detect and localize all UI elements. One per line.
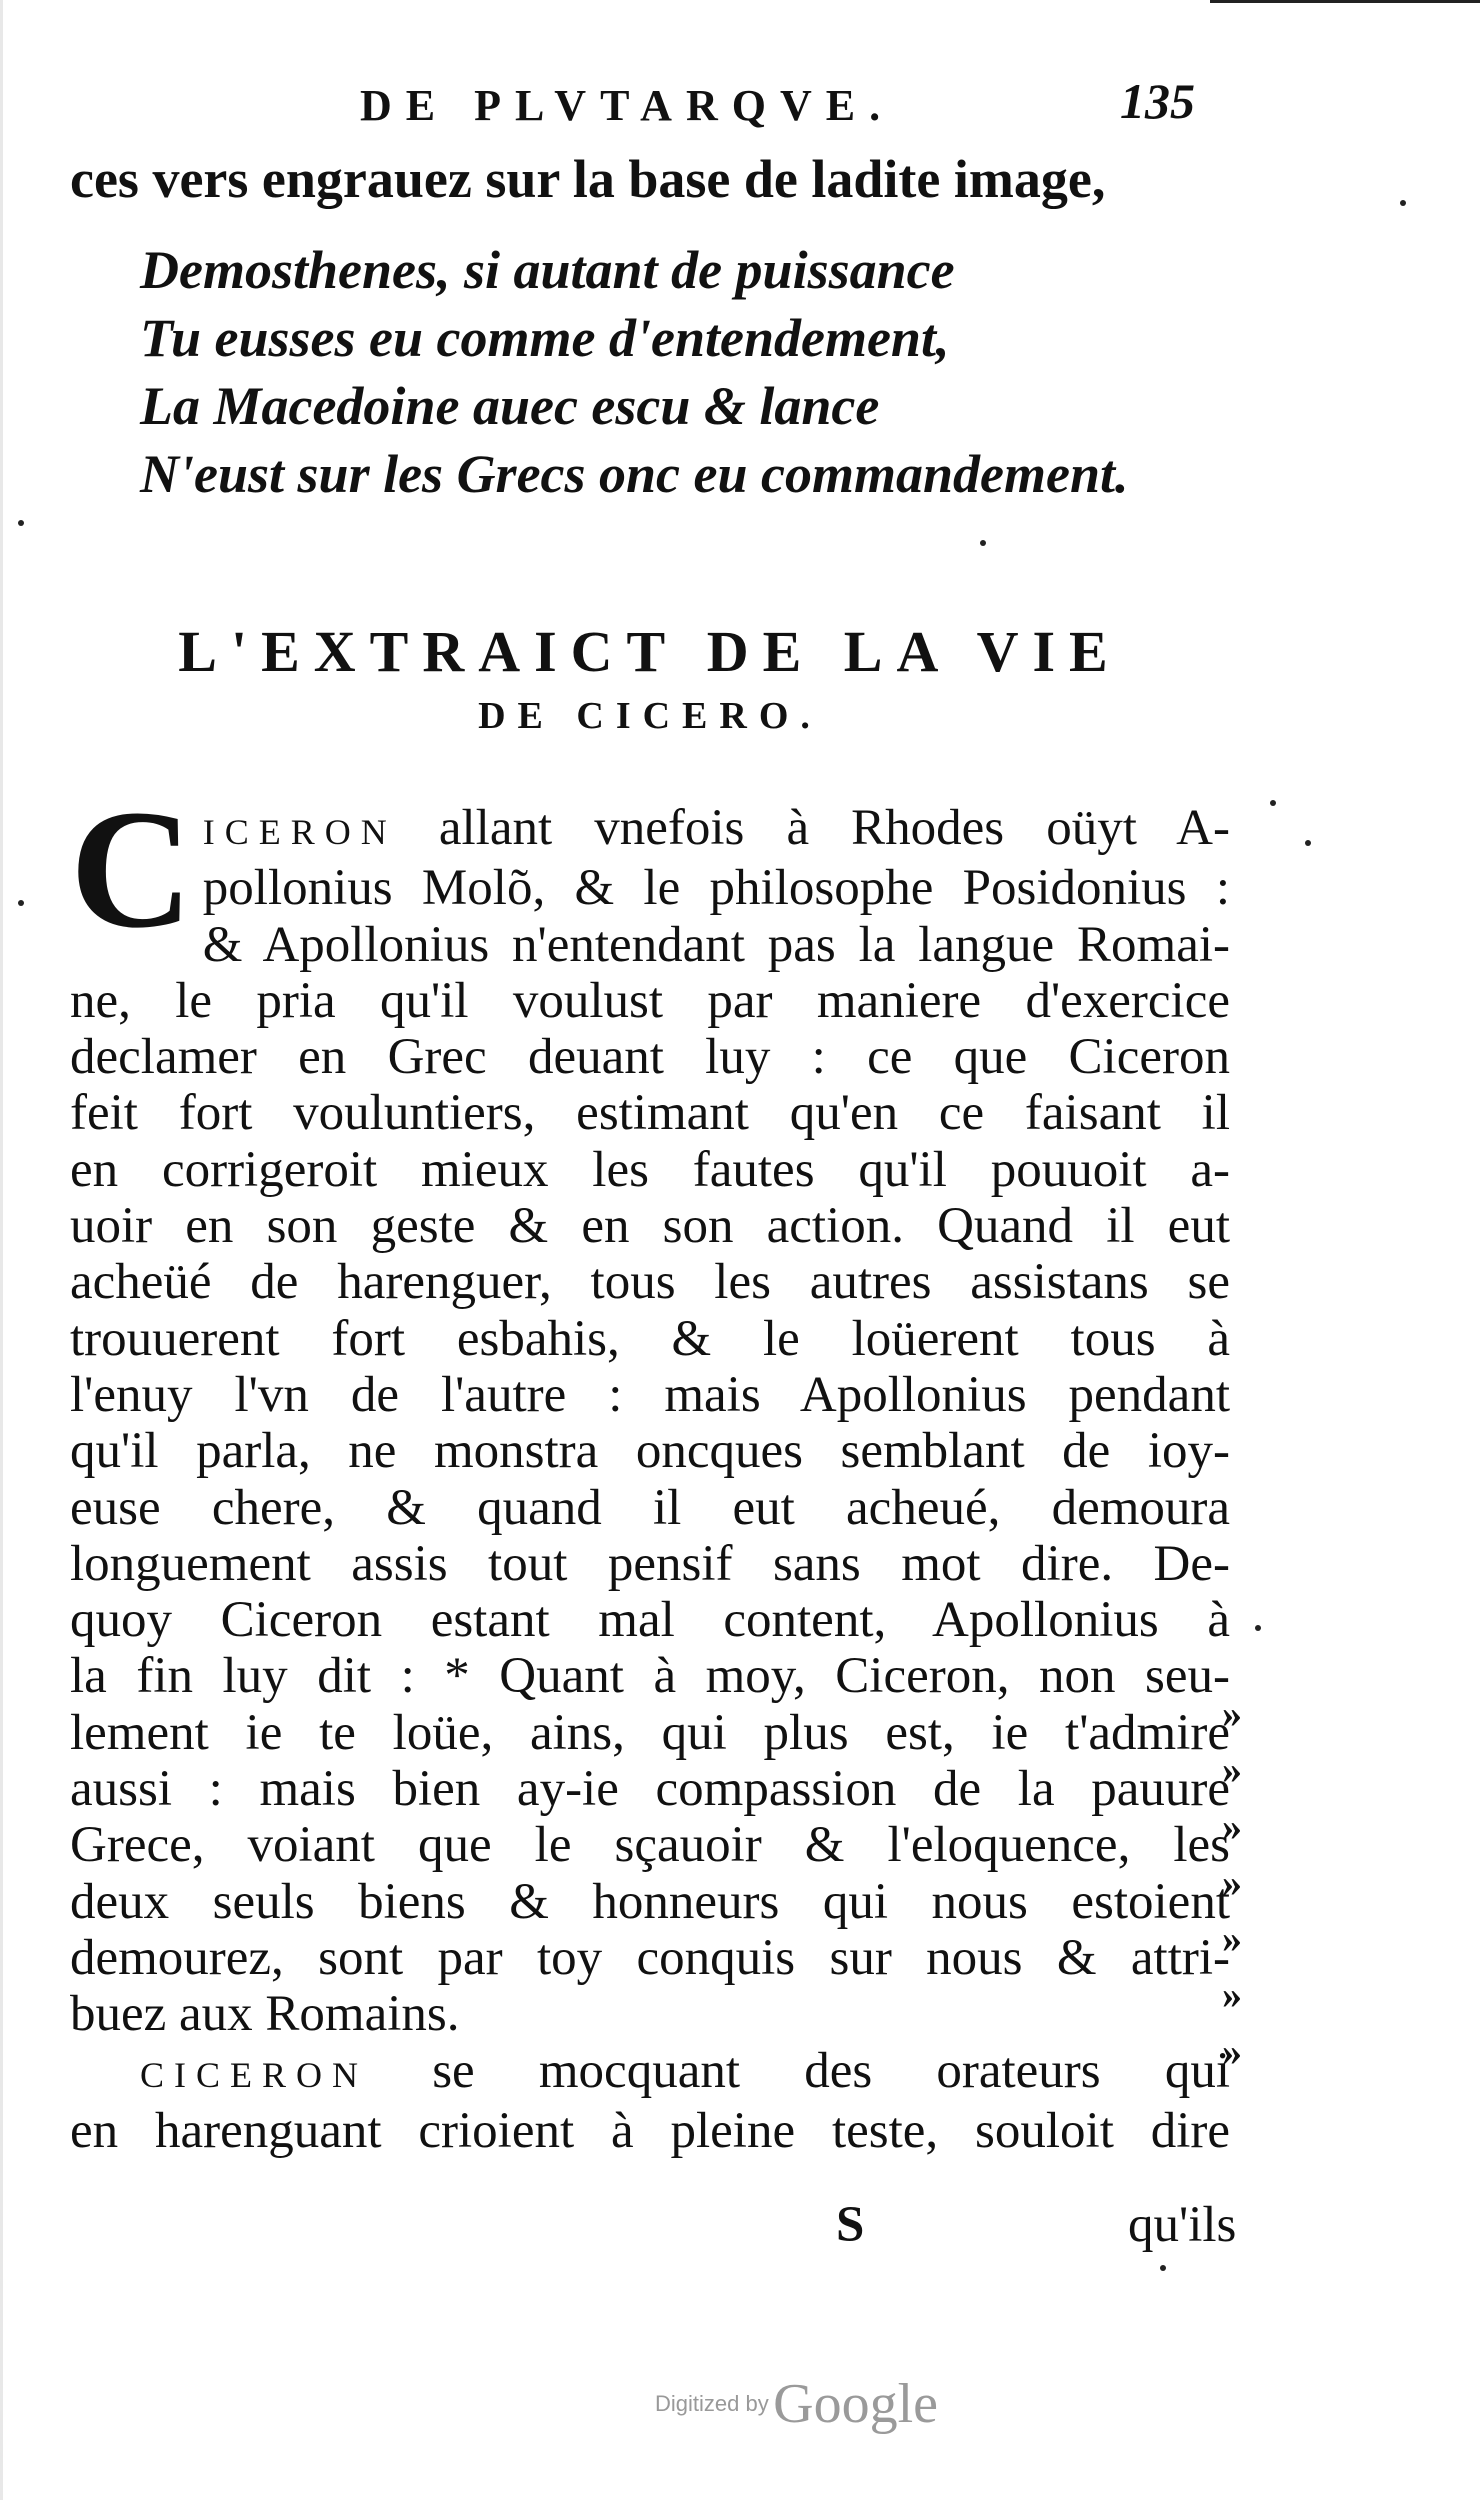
text-line: quoy Ciceron estant mal content, Apollonius à	[70, 1592, 1230, 1649]
text-line: la fin luy dit : * Quant à moy, Ciceron, non seu-	[70, 1648, 1230, 1705]
google-logo: Google	[773, 2373, 939, 2435]
text-line: aussi : mais bien ay-ie compassion de la pauure	[70, 1761, 1230, 1818]
quote-mark: »	[1222, 1859, 1242, 1905]
catchword: qu'ils	[1128, 2197, 1237, 2253]
running-title: DE PLVTARQVE.	[360, 81, 895, 130]
digitized-watermark	[655, 2372, 938, 2436]
text-line: declamer en Grec deuant luy : ce que Ciceron	[70, 1029, 1230, 1086]
ink-speck	[18, 520, 24, 526]
text-line: pollonius Molõ, & le philosophe Posidonius :	[202, 860, 1230, 917]
drop-cap: C	[70, 775, 193, 963]
verse-line: Tu eusses eu comme d'entendement,	[140, 308, 950, 368]
text-line-content: se mocquant des orateurs qui	[368, 2042, 1230, 2099]
ink-speck	[1270, 800, 1276, 806]
ink-speck	[1160, 2265, 1166, 2271]
text-line-content: allant vnefois à Rhodes oüyt A-	[396, 800, 1230, 856]
text-line: en harenguant crioient à pleine teste, souloit dire	[70, 2102, 1230, 2159]
text-line: & Apollonius n'entendant pas la langue Romai-	[202, 916, 1230, 973]
ink-speck	[18, 900, 24, 906]
marginal-quote-marks	[1222, 1686, 1242, 2080]
signature-mark: S	[836, 2197, 865, 2253]
text-line: euse chere, & quand il eut acheué, demoura	[70, 1479, 1230, 1536]
ink-speck	[1305, 840, 1311, 846]
verse-line: La Macedoine auec escu & lance	[140, 376, 880, 436]
quote-mark: »	[1222, 2028, 1242, 2074]
text-line: l'enuy l'vn de l'autre : mais Apollonius pendant	[70, 1366, 1230, 1423]
verse-line: Demosthenes, si autant de puissance	[140, 240, 955, 300]
ink-speck	[980, 540, 986, 546]
text-line: lement ie te loüe, ains, qui plus est, ie t'admire	[70, 1704, 1230, 1761]
section-heading: L'EXTRAICT DE LA VIE	[178, 619, 1122, 684]
quote-mark: »	[1222, 1747, 1242, 1793]
text-line	[70, 800, 1230, 860]
text-line: qu'il parla, ne monstra oncques semblant de ioy-	[70, 1423, 1230, 1480]
first-word-smallcaps: CICERON	[140, 2054, 369, 2095]
ink-speck	[1255, 1625, 1261, 1631]
first-word-smallcaps: ICERON	[202, 812, 397, 852]
body-text	[70, 775, 1230, 2159]
text-line: acheüé de harenguer, tous les autres assistans se	[70, 1254, 1230, 1311]
text-line: uoir en son geste & en son action. Quand il eut	[70, 1198, 1230, 1255]
quote-mark: »	[1222, 1803, 1242, 1849]
section-subheading: DE CICERO.	[478, 695, 822, 737]
quote-mark: »	[1222, 1916, 1242, 1962]
text-line: buez aux Romains.	[70, 1986, 460, 2043]
digitized-prefix: Digitized by	[655, 2391, 769, 2416]
text-line: deux seuls biens & honneurs qui nous estoient	[70, 1873, 1230, 1930]
quote-mark: »	[1222, 1691, 1242, 1736]
text-line: demourez, sont par toy conquis sur nous & attri-	[70, 1929, 1230, 1986]
verse-block	[140, 236, 1129, 508]
intro-line: ces vers engrauez sur la base de ladite image,	[70, 149, 1106, 209]
page-number: 135	[1120, 73, 1195, 129]
page-edge-shadow	[0, 0, 3, 2500]
text-line	[70, 2043, 1230, 2103]
text-line: trouuerent fort esbahis, & le loüerent tous à	[70, 1310, 1230, 1367]
top-rule	[1210, 0, 1480, 3]
text-line: Grece, voiant que le sçauoir & l'eloquence, les	[70, 1817, 1230, 1874]
ink-speck	[1400, 200, 1406, 206]
text-line: ne, le pria qu'il voulust par maniere d'exercice	[70, 972, 1230, 1029]
quote-mark: »	[1222, 1972, 1242, 2018]
verse-line: N'eust sur les Grecs onc eu commandement.	[140, 444, 1129, 504]
text-line: feit fort vouluntiers, estimant qu'en ce faisant il	[70, 1085, 1230, 1142]
text-line: longuement assis tout pensif sans mot dire. De-	[70, 1535, 1230, 1592]
text-line: en corrigeroit mieux les fautes qu'il pouuoit a-	[70, 1141, 1230, 1198]
